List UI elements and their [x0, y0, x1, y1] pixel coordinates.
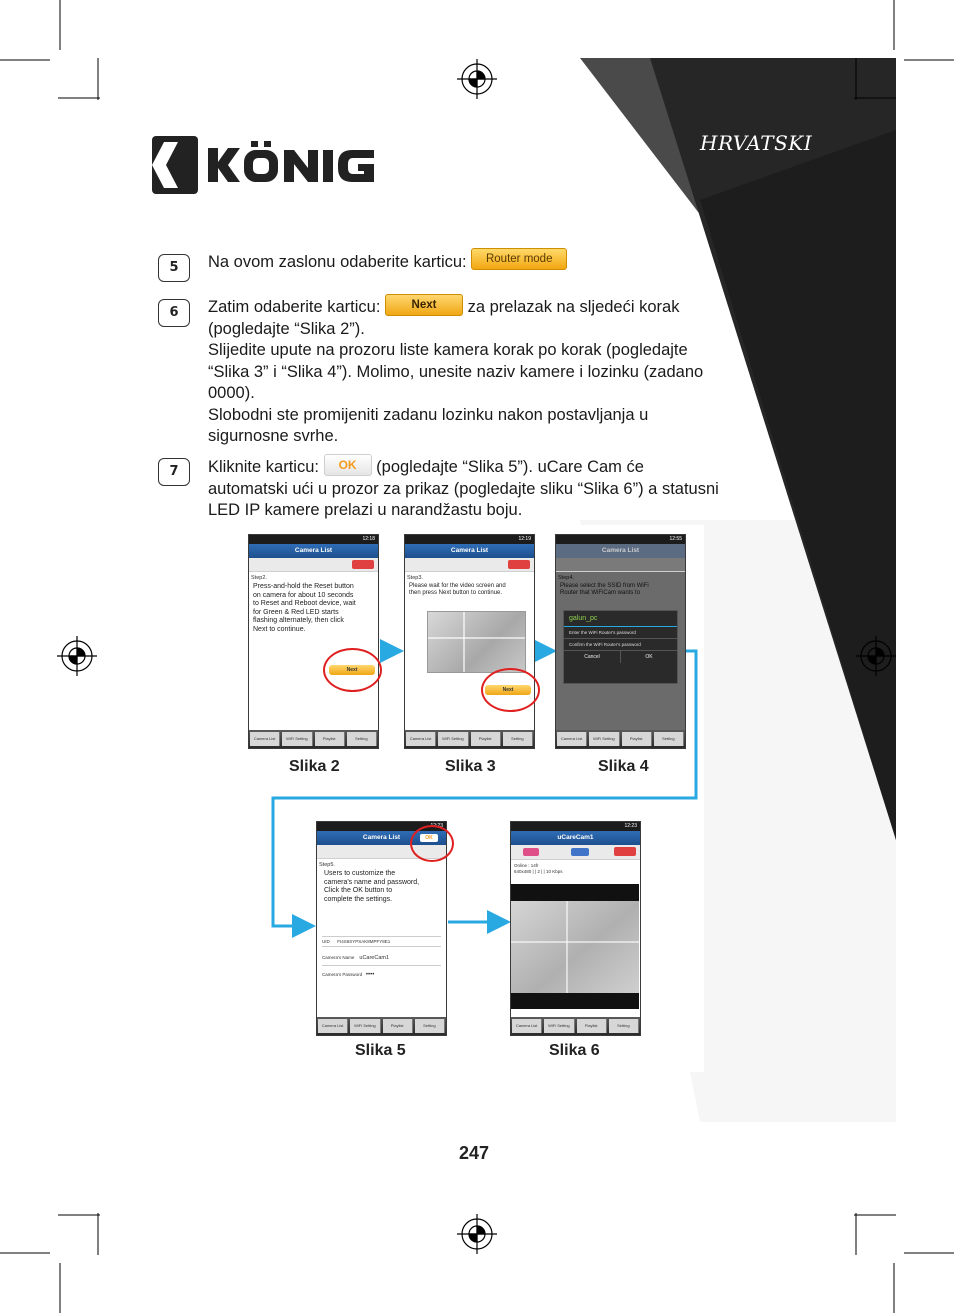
instruction-text: Press-and-hold the Reset button on camera for about 10 seconds to Reset and Reboot device, wait for Green & Red LED starts flashing alternately, then click Next to continue.: [253, 583, 356, 633]
step-7-after: (pogledajte “Slika 5”). uCare Cam će: [376, 458, 644, 476]
step-6-after: za prelazak na sljedeći korak: [467, 298, 680, 316]
highlight-circle: [481, 668, 540, 712]
caption-slika-5: Slika 5: [355, 1042, 406, 1059]
next-button: Next: [485, 685, 531, 695]
screenshot-slika-2: [248, 534, 379, 749]
record-icon: [523, 848, 539, 856]
step-7-line3: LED IP kamere prelazi u narandžastu boju.: [208, 501, 523, 519]
step-number-6: 6: [158, 299, 190, 327]
step-6-line2: (pogledajte “Slika 2”).: [208, 319, 365, 338]
live-video: [511, 884, 639, 1009]
step-number-7: 7: [158, 458, 190, 486]
status-bar-time: 12:18: [249, 535, 378, 544]
camera-icon: [352, 560, 374, 569]
step-6-line3: Slijedite upute na prozoru liste kamera korak po korak (pogledajte: [208, 341, 688, 359]
step-6-line6: Slobodni ste promijeniti zadanu lozinku nakon postavljanja u: [208, 405, 649, 424]
step-7-instruction: Kliknite karticu:: [208, 458, 319, 476]
screenshot-slika-6: 12:23 uCareCam1 Online : 14fr 640x480 | | 2 | | 10 Kbps Camera List WiFi Setting Playlist Setting: [510, 821, 641, 1036]
step-6-instruction: Zatim odaberite karticu:: [208, 298, 381, 316]
ok-button: OK: [420, 834, 438, 842]
video-preview: [427, 611, 526, 673]
camera-form: UID FI4S6SYPSAK8MPFY8E1 Camera's Name uCareCam1 Camera's Password ••••: [322, 936, 441, 978]
step-5-instruction: Na ovom zaslonu odaberite karticu:: [208, 253, 467, 271]
tab-bar: Camera List WiFi Setting Playlist Setting: [249, 730, 378, 748]
wifi-dialog: galun_pc Enter the WiFi Router's password Confirm the WiFi Router's password Cancel OK: [563, 610, 678, 684]
camera-icon: [614, 847, 636, 856]
audio-icon: [571, 848, 589, 856]
next-button: Next: [385, 294, 463, 316]
highlight-circle: [410, 825, 454, 862]
next-button: Next: [329, 665, 375, 675]
highlight-circle: [323, 648, 382, 692]
screenshot-slika-4: 12:55 Camera List Step4. Please select the SSID from WiFi Router that WiFiCam wants to galun_pc Enter the WiFi Router's password Confirm the WiFi Router's password Cancel OK Camera List WiFi Setting Playlist Setting: [555, 534, 686, 749]
ok-button: OK: [324, 454, 372, 476]
caption-slika-3: Slika 3: [445, 758, 496, 775]
step-6-line5: 0000).: [208, 384, 255, 402]
caption-slika-4: Slika 4: [598, 758, 649, 775]
app-title: Camera List: [249, 544, 378, 558]
language-label: HRVATSKI: [700, 131, 813, 155]
step-label: Step2.: [251, 575, 267, 581]
camera-icon: [508, 560, 530, 569]
step-7-line2: automatski ući u prozor za prikaz (pogledajte sliku “Slika 6”) a statusni: [208, 479, 719, 498]
ssid-name: galun_pc: [564, 611, 677, 627]
router-mode-button: Router mode: [471, 248, 567, 270]
step-number-5: 5: [158, 254, 190, 282]
screenshot-slika-5: 12:23 Camera List OK Step5. Users to customize the camera's name and password, Click the OK button to complete the settings. UID FI4S6SYPSAK8MPFY8E1 Camera's Name uCareCam1 Camera's Password •••• Camera List WiFi Setting Playlist Setting: [316, 821, 447, 1036]
screenshot-slika-3: 12:19 Camera List Step3. Please wait for the video screen and then press Next button to continue. Next Camera List WiFi Setting Playlist Setting: [404, 534, 535, 749]
page-number: 247: [459, 1143, 490, 1163]
caption-slika-6: Slika 6: [549, 1042, 600, 1059]
caption-slika-2: Slika 2: [289, 758, 340, 775]
step-6-line7: sigurnosne svrhe.: [208, 427, 339, 445]
step-6-line4: “Slika 3” i “Slika 4”). Molimo, unesite naziv kamere i lozinku (zadano: [208, 362, 704, 381]
